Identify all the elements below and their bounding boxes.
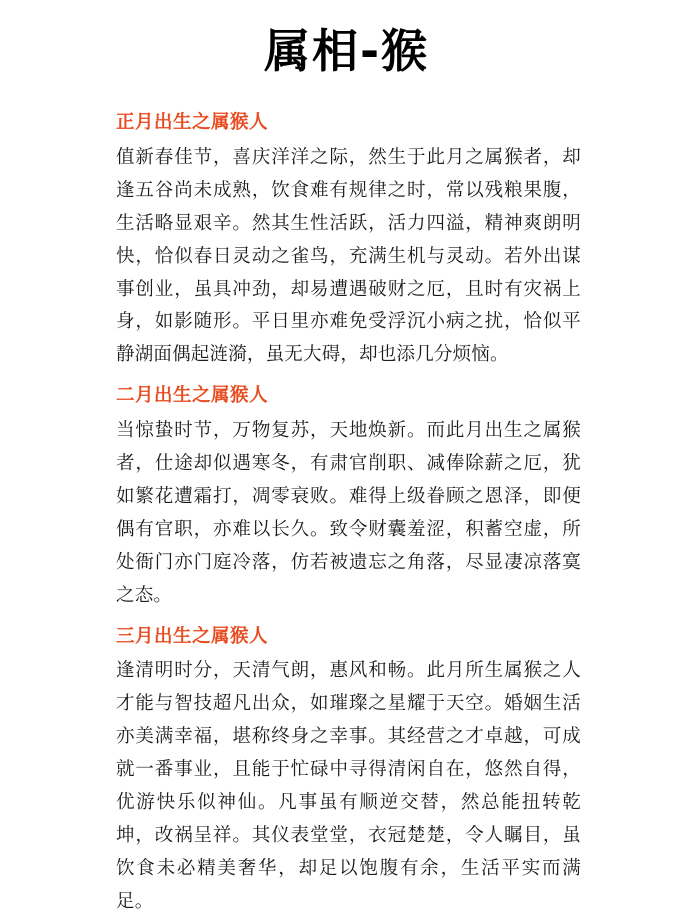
section-heading-month-3: 三月出生之属猴人 — [116, 625, 269, 647]
section-body-month-1: 值新春佳节，喜庆洋洋之际，然生于此月之属猴者，却逢五谷尚未成熟，饮食难有规律之时，常以残粮果腹，生活略显艰辛。然其生性活跃，活力四溢，精神爽朗明快，恰似春日灵动之雀鸟，充满生机与灵动。若外出谋事创业，虽具冲劲，却易遭遇破财之厄，且时有灾祸上身，如影随形。平日里亦难免受浮沉小病之扰，恰似平静湖面偶起涟漪，虽无大碍，却也添几分烦恼。 — [116, 146, 581, 366]
section-month-3 — [116, 623, 581, 919]
section-month-1 — [116, 109, 581, 372]
section-month-2 — [116, 382, 581, 612]
section-heading-month-1: 正月出生之属猴人 — [116, 112, 269, 134]
document-content — [0, 109, 693, 918]
section-body-month-3: 逢清明时分，天清气朗，惠风和畅。此月所生属猴之人才能与智技超凡出众，如璀璨之星耀于天空。婚姻生活亦美满幸福，堪称终身之幸事。其经营之才卓越，可成就一番事业，且能于忙碌中寻得清闲自在，悠然自得，优游快乐似神仙。凡事虽有顺逆交替，然总能扭转乾坤，改祸呈祥。其仪表堂堂，衣冠楚楚，令人瞩目，虽饮食未必精美奢华，却足以饱腹有余，生活平实而满足。 — [116, 660, 581, 912]
page-title: 属相-猴 — [263, 24, 430, 78]
section-body-month-2: 当惊蛰时节，万物复苏，天地焕新。而此月出生之属猴者，仕途却似遇寒冬，有肃官削职、减俸除薪之厄，犹如繁花遭霜打，凋零衰败。难得上级眷顾之恩泽，即便偶有官职，亦难以长久。致令财囊羞涩，积蓄空虚，所处衙门亦门庭冷落，仿若被遗忘之角落，尽显凄凉落寞之态。 — [116, 419, 581, 606]
document-page — [0, 24, 693, 920]
section-heading-month-2: 二月出生之属猴人 — [116, 385, 269, 407]
